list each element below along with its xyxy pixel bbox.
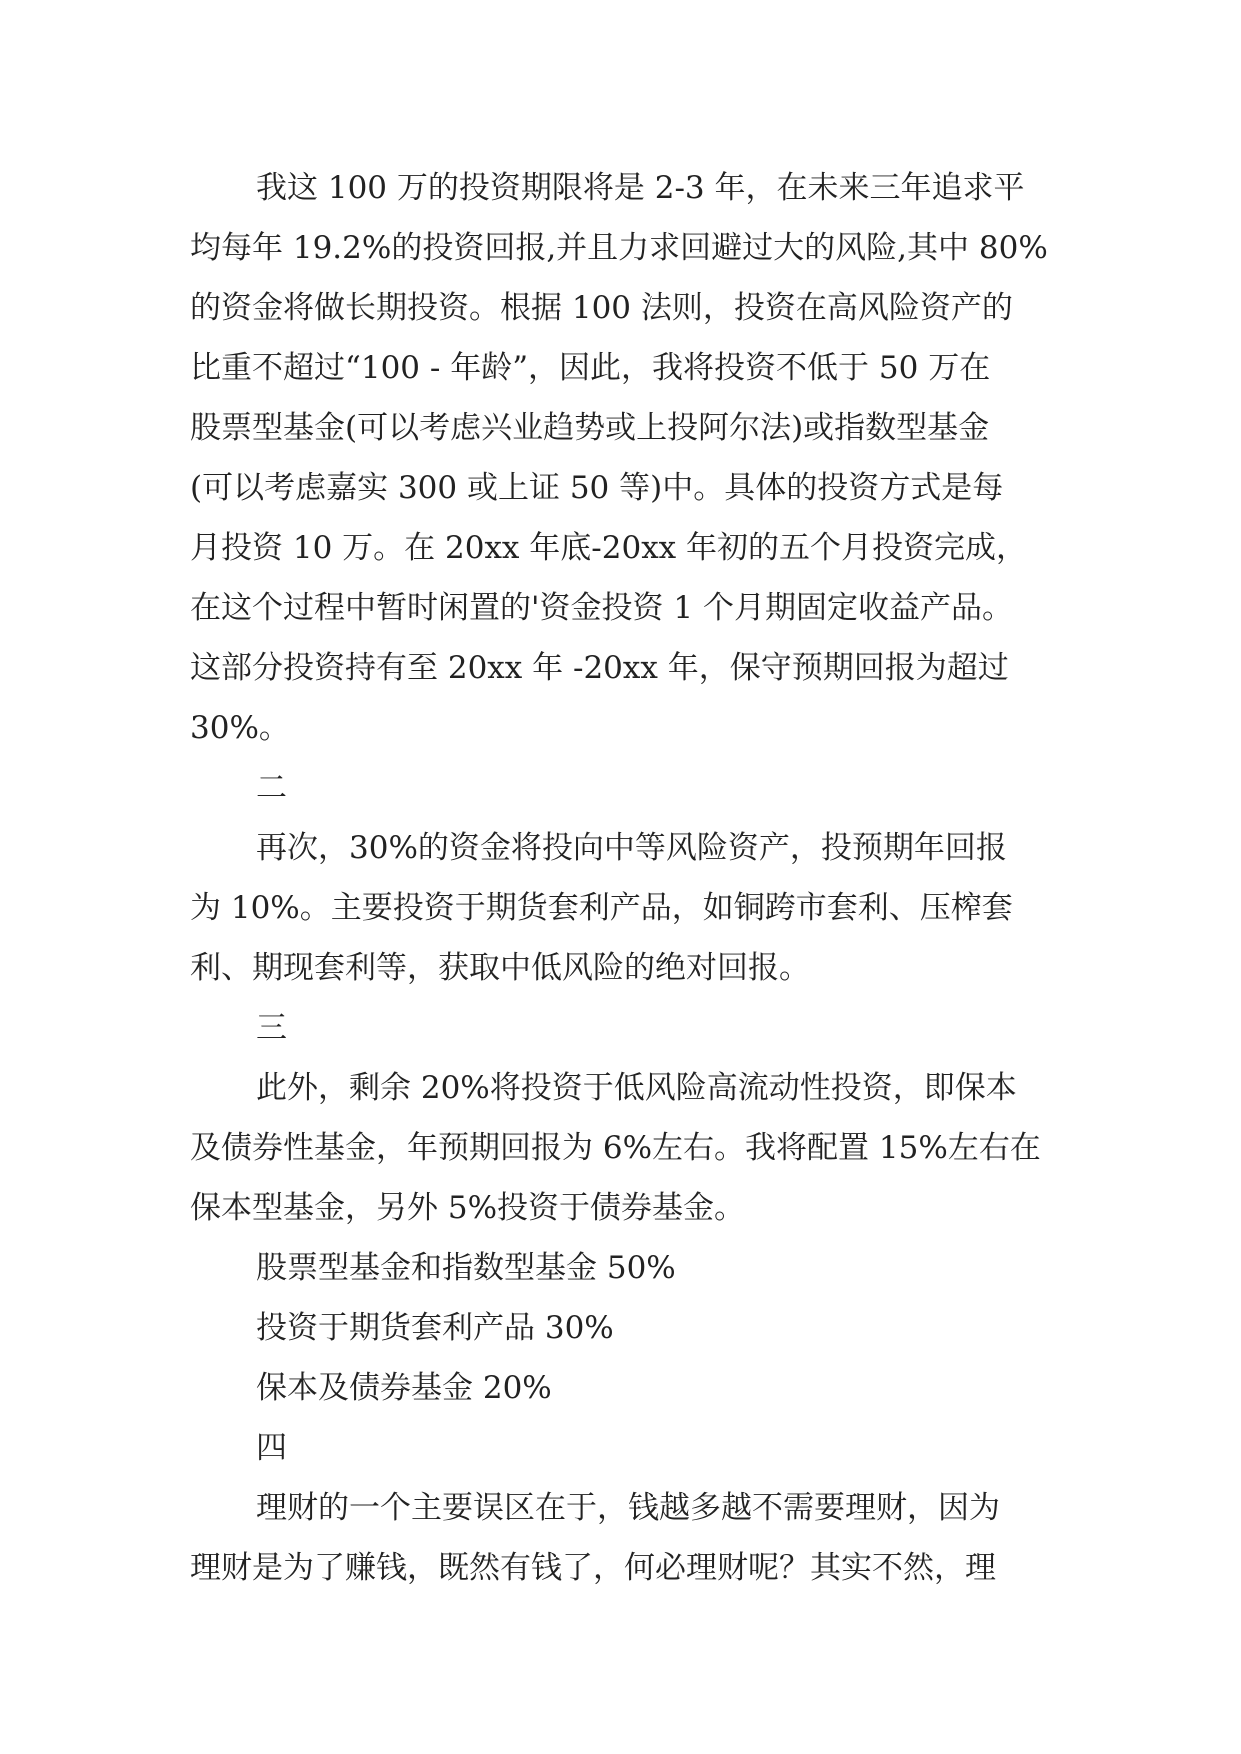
allocation-item: 股票型基金和指数型基金 50% (256, 1250, 676, 1286)
text-line: 为 10%。主要投资于期货套利产品，如铜跨市套利、压榨套 (190, 890, 1013, 926)
allocation-item: 保本及债券基金 20% (256, 1370, 552, 1406)
paragraph-investment-term (190, 158, 1070, 758)
text-line: 保本型基金，另外 5%投资于债券基金。 (190, 1190, 746, 1226)
text-line: 在这个过程中暂时闲置的'资金投资 1 个月期固定收益产品。 (190, 590, 1013, 626)
text-line: 股票型基金(可以考虑兴业趋势或上投阿尔法)或指数型基金 (190, 410, 990, 446)
text-line: 理财是为了赚钱，既然有钱了，何必理财呢？其实不然，理 (190, 1550, 996, 1586)
section-heading-3: 三 (256, 1010, 287, 1046)
paragraph-low-risk (190, 1058, 1070, 1238)
text-line: 比重不超过“100 - 年龄”，因此，我将投资不低于 50 万在 (190, 350, 991, 386)
document-body (190, 158, 1070, 1598)
text-line: 均每年 19.2%的投资回报,并且力求回避过大的风险,其中 80% (190, 230, 1048, 266)
text-line: 的资金将做长期投资。根据 100 法则，投资在高风险资产的 (190, 290, 1013, 326)
text-line: 这部分投资持有至 20xx 年 -20xx 年，保守预期回报为超过 (190, 650, 1009, 686)
text-line: 利、期现套利等，获取中低风险的绝对回报。 (190, 950, 810, 986)
text-line: 月投资 10 万。在 20xx 年底-20xx 年初的五个月投资完成， (190, 530, 1028, 566)
section-heading-4: 四 (256, 1430, 287, 1466)
paragraph-financial-misconception (190, 1478, 1070, 1598)
paragraph-medium-risk (190, 818, 1070, 998)
text-line: 我这 100 万的投资期限将是 2-3 年，在未来三年追求平 (256, 170, 1025, 206)
text-line: (可以考虑嘉实 300 或上证 50 等)中。具体的投资方式是每 (190, 470, 1004, 506)
text-line: 及债券性基金，年预期回报为 6%左右。我将配置 15%左右在 (190, 1130, 1041, 1166)
text-line: 理财的一个主要误区在于，钱越多越不需要理财，因为 (256, 1490, 1000, 1526)
text-line: 30%。 (190, 710, 290, 746)
text-line: 再次，30%的资金将投向中等风险资产，投预期年回报 (256, 830, 1007, 866)
text-line: 此外，剩余 20%将投资于低风险高流动性投资，即保本 (256, 1070, 1017, 1106)
allocation-list (190, 1238, 1070, 1418)
allocation-item: 投资于期货套利产品 30% (256, 1310, 614, 1346)
section-heading-2: 二 (256, 770, 287, 806)
